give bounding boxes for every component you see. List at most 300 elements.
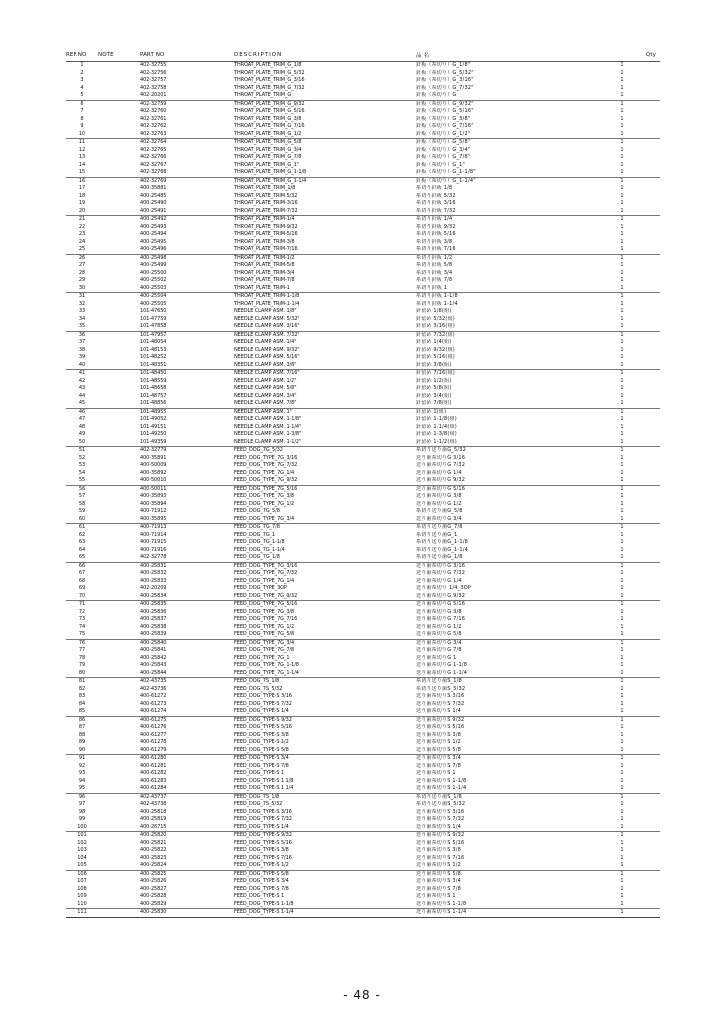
qty-cell: 1 bbox=[620, 654, 624, 661]
note-cell bbox=[98, 277, 140, 285]
part-no-cell: 101-47957 bbox=[140, 331, 167, 338]
qty-cell: 1 bbox=[620, 108, 624, 114]
description-cell: FEED_DOG_TYPE-S 7/8 bbox=[234, 885, 289, 892]
table-row bbox=[66, 554, 660, 562]
ref-no-cell: 74 bbox=[78, 623, 86, 630]
part-no-cell: 400-25485 bbox=[140, 192, 167, 199]
part-no-cell: 400-25831 bbox=[140, 562, 167, 569]
table-row bbox=[66, 785, 660, 793]
table-row bbox=[66, 724, 660, 732]
note-cell bbox=[98, 424, 140, 432]
qty-cell: 1 bbox=[584, 323, 660, 331]
part-no-cell: 101-49359 bbox=[140, 439, 234, 447]
note-cell bbox=[98, 809, 140, 817]
qty-cell: 1 bbox=[620, 854, 624, 861]
qty-cell: 1 bbox=[620, 700, 624, 707]
description-cell: THROAT_PLATE_TRIM_G_1/2 bbox=[234, 131, 416, 139]
part-no-cell: 402-32764 bbox=[140, 139, 167, 145]
ref-no-cell: 14 bbox=[78, 161, 86, 168]
name-jp-cell: 送り歯糸切りS 1-1/4 bbox=[416, 909, 584, 918]
table-row bbox=[66, 501, 660, 509]
note-cell bbox=[98, 347, 140, 355]
note-cell bbox=[98, 400, 140, 408]
table-row bbox=[66, 763, 660, 771]
name-jp-cell: 送り歯糸切りG 3/4 bbox=[416, 639, 462, 646]
ref-no-cell: 21 bbox=[78, 216, 86, 222]
note-cell bbox=[98, 308, 140, 316]
name-jp-cell: 針留め 1-1/4(組) bbox=[416, 423, 457, 430]
part-no-cell: 400-25823 bbox=[140, 854, 167, 861]
part-no-cell: 101-48856 bbox=[140, 400, 234, 408]
name-jp-cell: 送り歯糸切りS 9/32 bbox=[416, 832, 465, 838]
description-cell: FEED_DOG_TYPE_7G_7/8 bbox=[234, 647, 295, 653]
ref-no-cell: 1 bbox=[80, 62, 84, 68]
ref-no-cell: 22 bbox=[78, 223, 86, 230]
description-cell: NEEDLE CLAMP ASM. 1-1/2" bbox=[234, 439, 416, 447]
description-cell: NEEDLE CLAMP ASM. 7/32" bbox=[234, 331, 300, 338]
table-row bbox=[66, 631, 660, 639]
note-cell bbox=[98, 301, 140, 309]
ref-no-cell: 15 bbox=[66, 169, 98, 177]
qty-cell: 1 bbox=[584, 477, 660, 485]
qty-cell: 1 bbox=[620, 447, 624, 453]
name-jp-cell: 送り歯糸切りS 1-1/8 bbox=[416, 901, 584, 909]
part-no-cell: 400-61273 bbox=[140, 700, 167, 707]
note-cell bbox=[98, 193, 140, 201]
description-cell: FEED_DOG_TYPE-S 5/8 bbox=[234, 870, 289, 877]
note-cell bbox=[98, 547, 140, 555]
name-jp-cell: 針留め 7/8(組) bbox=[416, 400, 584, 408]
ref-no-cell: 16 bbox=[78, 177, 86, 184]
table-row bbox=[66, 855, 660, 863]
qty-cell: 1 bbox=[620, 262, 624, 268]
name-jp-cell: 送り歯糸切りS 1/2 bbox=[416, 862, 584, 870]
part-no-cell: 101-48252 bbox=[140, 354, 167, 360]
description-cell: NEEDLE CLAMP ASM. 1" bbox=[234, 408, 292, 415]
ref-no-cell: 86 bbox=[78, 716, 86, 723]
qty-cell: 1 bbox=[620, 647, 624, 653]
ref-no-cell: 66 bbox=[78, 562, 86, 569]
note-cell bbox=[98, 909, 140, 918]
note-cell bbox=[98, 832, 140, 840]
name-jp-cell: 送り歯糸切りS 7/16 bbox=[416, 854, 465, 861]
part-no-cell: 400-25827 bbox=[140, 885, 167, 892]
name-jp-cell: 針板（糸切り）G_9/32" bbox=[416, 100, 474, 107]
table-row bbox=[66, 708, 660, 716]
ref-no-cell: 25 bbox=[66, 246, 98, 254]
ref-no-cell: 44 bbox=[78, 392, 86, 399]
name-jp-cell: 送り歯糸切りG 1/4 bbox=[416, 469, 462, 476]
qty-cell: 1 bbox=[620, 177, 624, 184]
qty-cell: 1 bbox=[620, 731, 624, 738]
qty-cell: 1 bbox=[584, 131, 660, 139]
col-header-ref-no: REF.NO bbox=[66, 48, 98, 62]
ref-no-cell: 35 bbox=[66, 323, 98, 331]
description-cell: THROAT_PLATE_TRIM-5/16 bbox=[234, 231, 298, 237]
qty-cell: 1 bbox=[620, 570, 624, 576]
table-row bbox=[66, 424, 660, 432]
ref-no-cell: 47 bbox=[78, 416, 86, 422]
ref-no-cell: 4 bbox=[80, 84, 84, 91]
name-jp-cell: 針留め 1/4(組) bbox=[416, 339, 452, 345]
name-jp-cell: 糸切り針板 5/32 bbox=[416, 192, 456, 199]
name-jp-cell: 針留め 5/16(組) bbox=[416, 354, 455, 360]
qty-cell: 1 bbox=[620, 146, 624, 153]
part-no-cell: 402-43736 bbox=[140, 685, 167, 692]
qty-cell: 1 bbox=[620, 608, 624, 615]
note-cell bbox=[98, 624, 140, 632]
qty-cell: 1 bbox=[620, 546, 624, 553]
name-jp-cell: 送り歯糸切りS 3/16 bbox=[416, 808, 465, 815]
qty-cell: 1 bbox=[620, 839, 624, 846]
qty-cell: 1 bbox=[620, 223, 624, 230]
description-cell: THROAT_PLATE_TRIM-1/2 bbox=[234, 254, 295, 261]
name-jp-cell: 送り歯糸切りG 5/16 bbox=[416, 485, 466, 492]
ref-no-cell: 90 bbox=[66, 747, 98, 755]
description-cell: NEEDLE CLAMP ASM. 1-1/4" bbox=[234, 423, 302, 430]
table-row bbox=[66, 216, 660, 224]
table-row bbox=[66, 878, 660, 886]
ref-no-cell: 87 bbox=[78, 724, 86, 730]
description-cell: FEED_DOG_TYPE-S 3/8 bbox=[234, 731, 289, 738]
part-no-cell: 400-25500 bbox=[140, 269, 167, 276]
part-no-cell: 101-48054 bbox=[140, 339, 167, 345]
description-cell: FEED_DOG_TYPE_7G_5/16 bbox=[234, 485, 298, 492]
note-cell bbox=[98, 755, 140, 763]
table-row bbox=[66, 193, 660, 201]
part-no-cell: 402-43737 bbox=[140, 793, 167, 800]
note-cell bbox=[98, 131, 140, 139]
note-cell bbox=[98, 108, 140, 116]
note-cell bbox=[98, 323, 140, 331]
note-cell bbox=[98, 816, 140, 824]
note-cell bbox=[98, 886, 140, 894]
description-cell: FEED_DOG_TYPE_3OP bbox=[234, 585, 287, 591]
note-cell bbox=[98, 716, 140, 724]
name-jp-cell: 送り歯糸切りS 1-1/4 bbox=[416, 785, 584, 793]
table-row bbox=[66, 462, 660, 470]
description-cell: THROAT_PLATE_TRIM-3/16 bbox=[234, 200, 298, 206]
part-no-cell: 400-25825 bbox=[140, 870, 167, 877]
table-row bbox=[66, 693, 660, 701]
description-cell: FEED_DOG_TYPE-S 3/8 bbox=[234, 847, 289, 853]
description-cell: FEED_DOG_TYPE_7G_7/32 bbox=[234, 570, 298, 576]
note-cell bbox=[98, 647, 140, 655]
name-jp-cell: 送り歯糸切りG 1-1/4 bbox=[416, 670, 584, 678]
table-row bbox=[66, 308, 660, 316]
description-cell: FEED_DOG_TYPE-S 1 1/4 bbox=[234, 785, 416, 793]
description-cell: FEED_DOG_TYPE_7G_9/32 bbox=[234, 593, 416, 601]
name-jp-cell: 針板（糸切り）G_1/8" bbox=[416, 62, 471, 68]
part-no-cell: 402-20209 bbox=[140, 585, 167, 591]
note-cell bbox=[98, 370, 140, 378]
qty-cell: 1 bbox=[584, 246, 660, 254]
part-no-cell: 402-32760 bbox=[140, 108, 167, 114]
description-cell: FEED_DOG_TYPE-S 9/32 bbox=[234, 716, 292, 723]
part-no-cell: 400-61283 bbox=[140, 777, 167, 784]
name-jp-cell: 糸切り針板 3/4 bbox=[416, 269, 453, 276]
part-no-cell: 400-35895 bbox=[140, 516, 234, 524]
name-jp-cell: 糸切り送り歯S_1/8 bbox=[416, 793, 462, 800]
part-no-cell: 402-32779 bbox=[140, 447, 167, 453]
name-jp-cell: 針板（糸切り）G_7/8" bbox=[416, 154, 471, 160]
ref-no-cell: 10 bbox=[66, 131, 98, 139]
table-row bbox=[66, 239, 660, 247]
ref-no-cell: 38 bbox=[78, 346, 86, 353]
name-jp-cell: 糸切り針板 1-1/4 bbox=[416, 300, 458, 307]
name-jp-cell: 針留め 1(組) bbox=[416, 408, 447, 415]
table-row bbox=[66, 154, 660, 162]
description-cell: THROAT_PLATE_TRIM-7/16 bbox=[234, 246, 416, 254]
note-cell bbox=[98, 208, 140, 216]
part-no-cell: 400-25819 bbox=[140, 816, 167, 822]
table-row bbox=[66, 616, 660, 624]
part-no-cell: 101-48955 bbox=[140, 408, 167, 415]
qty-cell: 1 bbox=[620, 770, 624, 776]
note-cell bbox=[98, 870, 140, 878]
name-jp-cell: 針板（糸切り）G_3/16" bbox=[416, 77, 474, 83]
part-no-cell: 402-32758 bbox=[140, 84, 167, 91]
note-cell bbox=[98, 539, 140, 547]
qty-cell: 1 bbox=[620, 115, 624, 122]
name-jp-cell: 針板（糸切り）G bbox=[416, 92, 584, 100]
ref-no-cell: 105 bbox=[66, 862, 98, 870]
note-cell bbox=[98, 447, 140, 455]
note-cell bbox=[98, 285, 140, 293]
note-cell bbox=[98, 824, 140, 832]
description-cell: FEED_DOG_TYPE-S 1/4 bbox=[234, 708, 416, 716]
qty-cell: 1 bbox=[620, 77, 624, 83]
ref-no-cell: 64 bbox=[78, 546, 86, 553]
table-row bbox=[66, 886, 660, 894]
part-no-cell: 400-25837 bbox=[140, 616, 167, 622]
part-no-cell: 400-25490 bbox=[140, 200, 167, 206]
qty-cell: 1 bbox=[620, 277, 624, 283]
ref-no-cell: 60 bbox=[66, 516, 98, 524]
note-cell bbox=[98, 840, 140, 848]
ref-no-cell: 97 bbox=[78, 801, 86, 807]
note-cell bbox=[98, 578, 140, 586]
description-cell: FEED_DOG_TYPE-S 5/16 bbox=[234, 724, 292, 730]
qty-cell: 1 bbox=[620, 377, 624, 384]
name-jp-cell: 送り歯糸切りG 3/16 bbox=[416, 562, 466, 569]
qty-cell: 1 bbox=[620, 254, 624, 261]
qty-cell: 1 bbox=[620, 801, 624, 807]
note-cell bbox=[98, 785, 140, 793]
ref-no-cell: 40 bbox=[66, 362, 98, 370]
table-row bbox=[66, 285, 660, 293]
description-cell: FEED_DOG_TYPE_7G_7/32 bbox=[234, 462, 298, 468]
name-jp-cell: 送り歯糸切りG 5/8 bbox=[416, 631, 584, 639]
description-cell: NEEDLE CLAMP ASM. 1/4" bbox=[234, 339, 297, 345]
name-jp-cell: 針留め 7/32(組) bbox=[416, 331, 455, 338]
table-row bbox=[66, 108, 660, 116]
part-no-cell: 400-26715 bbox=[140, 824, 234, 832]
part-no-cell: 400-35891 bbox=[140, 454, 167, 461]
description-cell: THROAT_PLATE_TRIM_G_7/32 bbox=[234, 84, 305, 91]
note-cell bbox=[98, 393, 140, 401]
table-row bbox=[66, 447, 660, 455]
ref-no-cell: 95 bbox=[66, 785, 98, 793]
name-jp-cell: 糸切り針板 9/32 bbox=[416, 223, 456, 230]
description-cell: FEED_DOG_TYPE_7G_3/4 bbox=[234, 516, 416, 524]
description-cell: THROAT_PLATE_TRIM-1/4 bbox=[234, 216, 295, 222]
note-cell bbox=[98, 770, 140, 778]
description-cell: FEED_DOG_TYPE_7G_1-1/4 bbox=[234, 670, 416, 678]
name-jp-cell: 針板（糸切り）G_1-1/8" bbox=[416, 169, 584, 177]
name-jp-cell: 針留め 7/16(組) bbox=[416, 370, 455, 376]
ref-no-cell: 93 bbox=[78, 770, 86, 776]
part-no-cell: 101-47650 bbox=[140, 308, 167, 314]
name-jp-cell: 針留め 3/4(組) bbox=[416, 392, 452, 399]
table-row bbox=[66, 92, 660, 100]
name-jp-cell: 送り歯糸切りG 7/16 bbox=[416, 616, 466, 622]
ref-no-cell: 28 bbox=[78, 269, 86, 276]
table-row bbox=[66, 870, 660, 878]
table-row bbox=[66, 732, 660, 740]
name-jp-cell: 針板（糸切り）G_5/8" bbox=[416, 139, 471, 145]
ref-no-cell: 80 bbox=[66, 670, 98, 678]
table-row bbox=[66, 254, 660, 262]
name-jp-cell: 針板（糸切り）G_1/2" bbox=[416, 131, 584, 139]
description-cell: FEED_DOG_TYPE_7G_1/4 bbox=[234, 577, 295, 584]
part-no-cell: 400-25824 bbox=[140, 862, 234, 870]
note-cell bbox=[98, 662, 140, 670]
name-jp-cell: 送り歯糸切りG 3/8 bbox=[416, 608, 462, 615]
note-cell bbox=[98, 801, 140, 809]
qty-cell: 1 bbox=[620, 431, 624, 437]
qty-cell: 1 bbox=[620, 847, 624, 853]
qty-cell: 1 bbox=[620, 293, 624, 299]
description-cell: FEED_DOG_7G_1/8 bbox=[234, 554, 416, 562]
ref-no-cell: 82 bbox=[78, 685, 86, 692]
ref-no-cell: 13 bbox=[78, 154, 86, 160]
description-cell: FEED_DOG_TYPE-S 1/4 bbox=[234, 824, 416, 832]
description-cell: FEED_DOG_TYPE_7G_3/4 bbox=[234, 639, 295, 646]
table-row bbox=[66, 408, 660, 416]
ref-no-cell: 70 bbox=[66, 593, 98, 601]
qty-cell: 1 bbox=[584, 631, 660, 639]
table-row bbox=[66, 131, 660, 139]
ref-no-cell: 94 bbox=[78, 777, 86, 784]
table-row bbox=[66, 470, 660, 478]
ref-no-cell: 79 bbox=[78, 662, 86, 668]
part-no-cell: 400-25840 bbox=[140, 639, 167, 646]
part-no-cell: 400-61275 bbox=[140, 716, 167, 723]
part-no-cell: 400-25830 bbox=[140, 909, 234, 918]
name-jp-cell: 糸切り針板 5/8 bbox=[416, 262, 453, 268]
name-jp-cell: 送り歯糸切りG 1-1/8 bbox=[416, 662, 468, 668]
qty-cell: 1 bbox=[620, 423, 624, 430]
qty-cell: 1 bbox=[620, 185, 624, 191]
part-no-cell: 402-32762 bbox=[140, 123, 167, 129]
note-cell bbox=[98, 686, 140, 694]
description-cell: FEED_DOG_TYPE-S 1 1/8 bbox=[234, 777, 294, 784]
description-cell: NEEDLE CLAMP ASM. 5/16" bbox=[234, 354, 300, 360]
description-cell: THROAT_PLATE_TRIM_G_3/8 bbox=[234, 115, 302, 122]
table-row bbox=[66, 508, 660, 516]
name-jp-cell: 針板（糸切り）G_7/32" bbox=[416, 84, 474, 91]
ref-no-cell: 73 bbox=[78, 616, 86, 622]
qty-cell: 1 bbox=[584, 670, 660, 678]
table-row bbox=[66, 701, 660, 709]
name-jp-cell: 送り歯糸切りS 5/8 bbox=[416, 747, 584, 755]
qty-cell: 1 bbox=[620, 339, 624, 345]
table-row bbox=[66, 439, 660, 447]
ref-no-cell: 54 bbox=[78, 469, 86, 476]
note-cell bbox=[98, 362, 140, 370]
table-row bbox=[66, 70, 660, 78]
part-no-cell: 402-43738 bbox=[140, 801, 167, 807]
description-cell: THROAT_PLATE_TRIM-7/32 bbox=[234, 208, 416, 216]
table-row bbox=[66, 547, 660, 555]
name-jp-cell: 糸切り送り歯G_1 bbox=[416, 531, 458, 538]
table-row bbox=[66, 362, 660, 370]
name-jp-cell: 糸切り針板 1-1/8 bbox=[416, 293, 458, 299]
part-no-cell: 400-35893 bbox=[140, 493, 167, 499]
ref-no-cell: 11 bbox=[78, 139, 86, 145]
description-cell: FEED_DOG_TYPE-S 7/8 bbox=[234, 762, 289, 769]
description-cell: THROAT_PLATE_TRIM-1 bbox=[234, 285, 416, 293]
table-row bbox=[66, 208, 660, 216]
col-header-qty: Qty bbox=[584, 48, 660, 62]
ref-no-cell: 61 bbox=[78, 524, 86, 530]
ref-no-cell: 77 bbox=[78, 647, 86, 653]
description-cell: FEED_DOG_TYPE-S 1/2 bbox=[234, 862, 416, 870]
ref-no-cell: 71 bbox=[78, 601, 86, 607]
name-jp-cell: 針留め 1-3/8(組) bbox=[416, 431, 457, 437]
table-row bbox=[66, 378, 660, 386]
note-cell bbox=[98, 585, 140, 593]
name-jp-cell: 糸切り針板 7/32 bbox=[416, 208, 584, 216]
table-row bbox=[66, 847, 660, 855]
note-cell bbox=[98, 747, 140, 755]
qty-cell: 1 bbox=[620, 531, 624, 538]
table-row bbox=[66, 331, 660, 339]
part-no-cell: 400-61276 bbox=[140, 724, 167, 730]
ref-no-cell: 89 bbox=[78, 739, 86, 745]
table-row bbox=[66, 301, 660, 309]
note-cell bbox=[98, 254, 140, 262]
note-cell bbox=[98, 439, 140, 447]
ref-no-cell: 52 bbox=[78, 454, 86, 461]
name-jp-cell: 送り歯糸切りS 5/8 bbox=[416, 870, 462, 877]
description-cell: FEED_DOG_TYPE_7G_1/2 bbox=[234, 623, 295, 630]
description-cell: THROAT_PLATE_TRIM-9/32 bbox=[234, 223, 298, 230]
ref-no-cell: 78 bbox=[78, 654, 86, 661]
note-cell bbox=[98, 701, 140, 709]
table-row bbox=[66, 824, 660, 832]
description-cell: FEED_DOG_TYPE_7G_1 bbox=[234, 654, 290, 661]
name-jp-cell: 針留め 3/8(組) bbox=[416, 362, 584, 370]
qty-cell: 1 bbox=[584, 824, 660, 832]
description-cell: THROAT_PLATE_TRIM-1-1/8 bbox=[234, 293, 300, 299]
qty-cell: 1 bbox=[620, 816, 624, 822]
part-no-cell: 402-32769 bbox=[140, 177, 167, 184]
table-row bbox=[66, 639, 660, 647]
qty-cell: 1 bbox=[620, 62, 624, 68]
qty-cell: 1 bbox=[620, 577, 624, 584]
description-cell: FEED_DOG_TYPE-S 7/16 bbox=[234, 854, 292, 861]
part-no-cell: 400-25842 bbox=[140, 654, 167, 661]
ref-no-cell: 72 bbox=[78, 608, 86, 615]
ref-no-cell: 5 bbox=[66, 92, 98, 100]
name-jp-cell: 送り歯糸切りG 3/16 bbox=[416, 454, 466, 461]
qty-cell: 1 bbox=[584, 909, 660, 918]
qty-cell: 1 bbox=[620, 69, 624, 76]
table-row bbox=[66, 277, 660, 285]
part-no-cell: 400-25494 bbox=[140, 231, 167, 237]
